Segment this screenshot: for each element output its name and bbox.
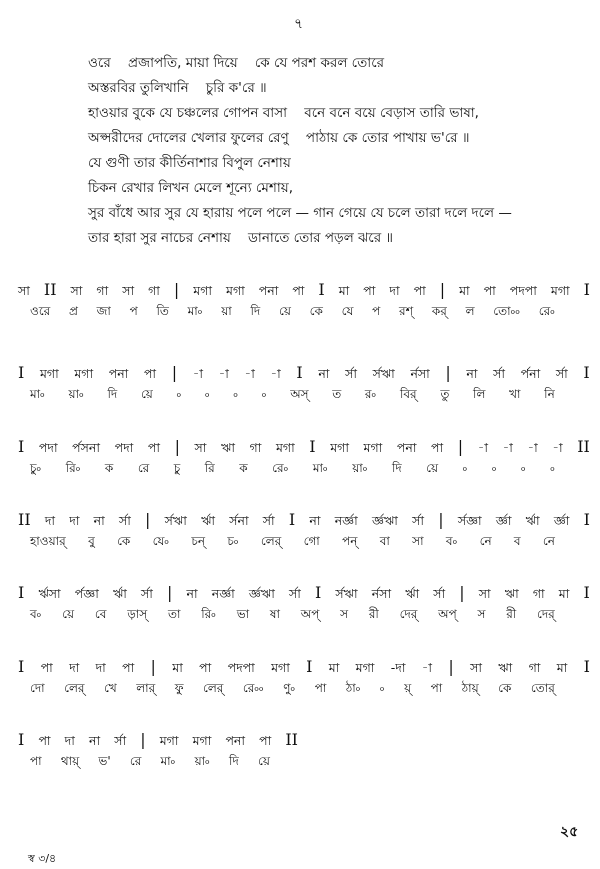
song-line: সুর বাঁধে আর সুর যে হারায় পলে পলে — গান গেয়ে যে চলে তারা দলে দলে — — [88, 205, 512, 221]
swara-line — [18, 280, 590, 303]
lyric-syllable: স — [477, 607, 486, 621]
lyric-syllable: লার্ — [136, 681, 156, 695]
swara-note: মগা — [39, 366, 59, 381]
song-line: অপ্সরীদের দোলের খেলার ফুলের রেণু পাঠায় কে তোর পাখায় ভ'রে ॥ — [88, 130, 470, 146]
lyric-syllable: রে৹৹ — [242, 681, 264, 695]
song-line: হাওয়ার বুকে যে চঞ্চলের গোপন বাসা বনে বনে বয়ে বেড়াস তারি ভাষা, — [88, 105, 479, 121]
swara-note: র্সা — [412, 513, 425, 528]
swara-line — [18, 657, 590, 680]
lyric-syllable: দি — [107, 387, 118, 401]
lyric-syllable: প — [372, 304, 381, 318]
lyric-syllable: রে৹ — [538, 304, 555, 318]
song-line: ওরে প্রজাপতি, মায়া দিয়ে কে যে পরশ করল তোরে — [88, 55, 385, 71]
lyric-syllable: চন্ — [191, 534, 206, 548]
swara-note: মা — [459, 283, 470, 298]
lyric-syllable: নি — [544, 387, 555, 401]
swara-note: র্সঋা — [164, 513, 187, 528]
swara-note: পা — [40, 660, 53, 675]
lyric-syllable: লের্ — [260, 534, 282, 548]
swara-note: গা — [249, 440, 262, 455]
lyric-syllable: ণু৹ — [283, 681, 296, 695]
bar-line: | — [145, 510, 151, 529]
lyric-syllable: লি — [473, 387, 486, 401]
bar-line: | — [438, 510, 444, 529]
lyric-syllable: ব — [513, 534, 521, 548]
bar-line: I — [18, 583, 25, 602]
swara-note: গা — [96, 283, 109, 298]
lyric-syllable: মা৹ — [30, 387, 45, 401]
swara-note: -া — [192, 366, 203, 381]
swara-note: ঋা — [221, 440, 235, 455]
swara-note: র্সা — [114, 733, 127, 748]
swara-note: মগা — [226, 283, 245, 298]
swara-note: র্জ্ঞঋা — [371, 513, 398, 528]
swara-note: পনা — [396, 440, 417, 455]
swara-note: মা — [558, 586, 570, 601]
swara-note: র্সঋা — [335, 586, 358, 601]
swara-note: পা — [292, 283, 305, 298]
swara-note: -া — [421, 660, 433, 675]
swara-note: মগা — [271, 660, 290, 675]
lyric-syllable: চু৹ — [30, 461, 42, 475]
lyric-syllable: দি — [391, 461, 402, 475]
swara-note: সা — [470, 660, 482, 675]
swara-note: না — [88, 733, 101, 748]
swara-note: পা — [143, 366, 157, 381]
swara-note: সা — [478, 586, 491, 601]
swara-note: র্সজ্ঞা — [457, 513, 482, 528]
lyric-syllable: য়ে — [258, 754, 270, 768]
bar-line: I — [18, 437, 25, 456]
bar-line: I — [18, 657, 25, 676]
bar-line: II — [577, 437, 590, 456]
lyric-syllable: য়া — [221, 304, 232, 318]
swara-note: র্সা — [118, 513, 131, 528]
swara-note: র্জ্ঞা — [553, 513, 570, 528]
lyric-syllable: ৹ — [462, 461, 468, 475]
bar-line: II — [18, 510, 31, 529]
swara-note: র্জ্ঞঋা — [248, 586, 275, 601]
swara-note: র্সা — [262, 513, 275, 528]
lyric-syllable: য়ে — [62, 607, 75, 621]
swara-note: পদপা — [227, 660, 255, 675]
bar-line: | — [445, 363, 451, 382]
swara-note: দা — [69, 660, 80, 675]
swara-note: পা — [38, 733, 51, 748]
lyric-syllable: বির্ — [399, 387, 417, 401]
lyric-syllable: অপ্ — [438, 607, 457, 621]
bar-line: I — [583, 657, 590, 676]
swara-note: -া — [502, 440, 513, 455]
bar-line: I — [306, 657, 313, 676]
swara-note: পা — [122, 660, 135, 675]
bar-line: | — [457, 437, 464, 456]
lyric-syllable: যে৹ — [152, 534, 170, 548]
swara-note: পা — [363, 283, 376, 298]
bar-line: I — [583, 363, 590, 382]
swara-note: মগা — [159, 733, 179, 748]
lyric-syllable: রি৹ — [65, 461, 81, 475]
swara-note: পদপা — [509, 283, 537, 298]
lyric-syllable: মা৹ — [160, 754, 176, 768]
lyric-syllable: ভ' — [98, 754, 111, 768]
bar-line: I — [18, 730, 25, 749]
swara-note: র্ঋা — [405, 586, 420, 601]
lyric-syllable: ল — [465, 304, 475, 318]
swara-note: না — [186, 586, 198, 601]
swara-note: র্সনা — [229, 513, 249, 528]
swara-note: র্সা — [288, 586, 301, 601]
song-line: তার হারা সুর নাচের নেশায় ডানাতে তোর পড়ল ঝরে ॥ — [88, 230, 394, 246]
bar-line: I — [583, 583, 590, 602]
lyric-syllable: ড়াস্ — [127, 607, 148, 621]
lyric-syllable-line — [30, 460, 555, 480]
song-line: যে গুণী তার কীর্তিনাশার বিপুল নেশায় — [88, 155, 291, 171]
swara-note: সা — [18, 283, 30, 298]
swara-note: নর্জ্ঞা — [211, 586, 235, 601]
lyric-syllable: বু — [88, 534, 95, 548]
swara-note: র্নসা — [410, 366, 430, 381]
swara-note: দা — [389, 283, 400, 298]
swara-note: পদা — [114, 440, 134, 455]
lyric-syllable-line — [30, 680, 555, 700]
lyric-syllable: ভা — [236, 607, 250, 621]
swara-line — [18, 510, 590, 533]
lyric-syllable-line — [30, 533, 555, 553]
swara-note: পনা — [225, 733, 246, 748]
swara-note: মা — [556, 660, 568, 675]
lyric-syllable: চ৹ — [227, 534, 239, 548]
bar-line: I — [309, 437, 316, 456]
swara-note: গা — [532, 586, 545, 601]
lyric-syllable: পন্ — [342, 534, 358, 548]
swara-note: মগা — [550, 283, 570, 298]
lyric-syllable: ষা — [269, 607, 281, 621]
swara-note: মগা — [74, 366, 94, 381]
swara-note: না — [466, 366, 478, 381]
lyric-syllable: পা — [314, 681, 327, 695]
lyric-syllable: স — [340, 607, 349, 621]
lyric-syllable: গো — [303, 534, 320, 548]
swara-note: র্ঋা — [525, 513, 540, 528]
lyric-syllable: জা — [96, 304, 111, 318]
lyric-syllable: ওরে — [30, 304, 51, 318]
lyric-syllable: ঠা৹ — [345, 681, 361, 695]
lyric-syllable: ৹ — [491, 461, 497, 475]
bar-line: I — [583, 510, 590, 529]
swara-note: দা — [64, 733, 75, 748]
lyric-syllable: কে — [498, 681, 512, 695]
lyric-syllable: কে — [309, 304, 323, 318]
swara-note: র্ঋা — [112, 586, 127, 601]
lyric-syllable: রী — [368, 607, 379, 621]
swara-line — [18, 437, 590, 460]
swara-note: পা — [483, 283, 496, 298]
swara-note: র্সা — [345, 366, 357, 381]
swara-note: নর্জ্ঞা — [334, 513, 358, 528]
lyric-syllable: রশ্ — [399, 304, 414, 318]
lyric-syllable: য়া৹ — [352, 461, 368, 475]
page-number: ২৫ — [560, 824, 579, 840]
swara-note: র্পজ্ঞা — [74, 586, 99, 601]
swara-note: সা — [194, 440, 207, 455]
swara-note: না — [309, 513, 321, 528]
swara-note: দা — [95, 660, 106, 675]
lyric-syllable: য়া৹ — [68, 387, 84, 401]
lyric-syllable-line — [30, 303, 555, 323]
lyric-syllable: য়ে — [426, 461, 439, 475]
swara-line — [18, 730, 298, 753]
swara-note: গা — [528, 660, 541, 675]
bar-line: I — [18, 363, 25, 382]
lyric-syllable-line — [30, 386, 555, 406]
lyric-syllable: রি৹ — [201, 607, 216, 621]
lyric-syllable: যে — [341, 304, 354, 318]
bar-line: | — [174, 437, 180, 456]
lyric-syllable: বে — [94, 607, 107, 621]
lyric-syllable: দের্ — [537, 607, 555, 621]
bar-line: II — [43, 280, 57, 299]
lyric-syllable: তু — [440, 387, 450, 401]
swara-note: -া — [527, 440, 538, 455]
lyric-syllable: তি — [156, 304, 169, 318]
lyric-syllable: প — [129, 304, 138, 318]
lyric-syllable: প্র — [68, 304, 78, 318]
swara-note: দা — [69, 513, 80, 528]
swara-note: র্সা — [433, 586, 446, 601]
lyric-syllable: থায়্ — [60, 754, 80, 768]
swara-note: দা — [44, 513, 56, 528]
swara-note: পা — [413, 283, 426, 298]
lyric-syllable: পা — [30, 754, 42, 768]
lyric-syllable: অপ্ — [300, 607, 320, 621]
swara-note: র্পসনা — [72, 440, 101, 455]
swara-note: র্ঋসা — [38, 586, 61, 601]
lyric-syllable: অস্ — [290, 387, 309, 401]
swara-note: র্সঋা — [372, 366, 395, 381]
lyric-syllable-line — [30, 606, 555, 626]
swara-note: মা — [172, 660, 183, 675]
lyric-syllable: বা — [379, 534, 390, 548]
swara-note: মগা — [363, 440, 383, 455]
lyric-syllable: রে — [129, 754, 142, 768]
bar-line: I — [318, 280, 325, 299]
lyric-syllable: নে — [479, 534, 492, 548]
lyric-syllable: খে — [104, 681, 117, 695]
lyric-syllable: দি — [229, 754, 239, 768]
swara-note: ঋা — [498, 660, 513, 675]
lyric-syllable: ক — [239, 461, 248, 475]
lyric-syllable: ৹ — [176, 387, 182, 401]
bar-line: | — [448, 657, 454, 676]
bar-line: | — [150, 657, 156, 676]
swara-line — [18, 583, 590, 606]
bar-line: | — [167, 583, 173, 602]
lyric-syllable-line — [30, 753, 270, 773]
lyric-syllable: মা৹ — [187, 304, 203, 318]
lyric-syllable: ত — [332, 387, 342, 401]
lyric-syllable: ব৹ — [445, 534, 458, 548]
swara-note: র্নসা — [371, 586, 392, 601]
song-line: চিকন রেখার লিখন মেলে শূন্যে মেশায়, — [88, 180, 294, 196]
lyric-syllable: রে — [137, 461, 150, 475]
lyric-syllable: দো — [30, 681, 45, 695]
swara-note: র্পনা — [520, 366, 541, 381]
swara-note: র্সা — [141, 586, 153, 601]
swara-note: পনা — [108, 366, 129, 381]
lyric-syllable: লের্ — [64, 681, 85, 695]
bar-line: | — [439, 280, 446, 299]
lyric-syllable: তোর্ — [530, 681, 555, 695]
bar-line: I — [288, 510, 296, 529]
swara-note: র্জ্ঞা — [495, 513, 512, 528]
swara-note: মা — [338, 283, 350, 298]
swara-note: পা — [431, 440, 444, 455]
lyric-syllable: রি — [204, 461, 215, 475]
lyric-syllable: য়্ — [404, 681, 412, 695]
swara-note: সা — [122, 283, 135, 298]
bar-line: | — [173, 280, 180, 299]
lyric-syllable: তো৹৹ — [493, 304, 521, 318]
swara-note: মগা — [193, 283, 213, 298]
bar-line: I — [296, 363, 303, 382]
swara-note: না — [93, 513, 105, 528]
lyric-syllable: ৹ — [521, 461, 526, 475]
swara-note: পা — [147, 440, 160, 455]
swara-note: সা — [70, 283, 83, 298]
swara-note: র্ঋা — [201, 513, 216, 528]
swara-line — [18, 363, 590, 386]
swara-note: -া — [552, 440, 563, 455]
lyric-syllable: ৹ — [204, 387, 210, 401]
swara-note: -দা — [390, 660, 406, 675]
swara-note: মগা — [330, 440, 349, 455]
song-line: অস্তরবির তুলিখানি চুরি ক'রে ॥ — [88, 80, 267, 96]
swara-note: পদা — [38, 440, 58, 455]
bar-line: | — [459, 583, 465, 602]
lyric-syllable: ৹ — [379, 681, 385, 695]
lyric-syllable: সা — [412, 534, 424, 548]
lyric-syllable: মা৹ — [312, 461, 328, 475]
lyric-syllable: নে — [542, 534, 555, 548]
swara-note: মগা — [192, 733, 212, 748]
lyric-syllable: ৹ — [233, 387, 239, 401]
swara-note: র্সা — [555, 366, 568, 381]
bar-line: I — [583, 280, 590, 299]
lyric-syllable: দের্ — [399, 607, 418, 621]
swara-note: পা — [259, 733, 272, 748]
lyric-syllable: কর্ — [431, 304, 447, 318]
lyric-syllable: তা — [167, 607, 181, 621]
lyric-syllable: রী — [506, 607, 517, 621]
lyric-syllable: কে — [117, 534, 131, 548]
swara-note: না — [318, 366, 330, 381]
lyric-syllable: ৹ — [550, 461, 555, 475]
swara-note: -া — [477, 440, 489, 455]
lyric-syllable: রে৹ — [272, 461, 289, 475]
swara-note: -া — [244, 366, 255, 381]
lyric-syllable: য়ে — [140, 387, 153, 401]
lyric-syllable: খা — [509, 387, 521, 401]
swara-note: র্সা — [493, 366, 506, 381]
swara-note: মগা — [275, 440, 295, 455]
swara-note: -া — [218, 366, 229, 381]
lyric-syllable: ব৹ — [30, 607, 42, 621]
lyric-syllable: দি — [250, 304, 261, 318]
swara-note: -া — [270, 366, 281, 381]
page-header-number: ৭ — [294, 16, 304, 32]
swara-note: ঋা — [504, 586, 519, 601]
lyric-syllable: হাওয়ার্ — [30, 534, 66, 548]
swara-note: পা — [199, 660, 212, 675]
bar-line: II — [285, 730, 298, 749]
lyric-syllable: চু — [173, 461, 181, 475]
lyric-syllable: য়া৹ — [194, 754, 210, 768]
lyric-syllable: র৹ — [364, 387, 377, 401]
lyric-syllable: ফু — [174, 681, 184, 695]
swara-note: গা — [148, 283, 160, 298]
bar-line: | — [140, 730, 146, 749]
lyric-syllable: ঠায়্ — [461, 681, 479, 695]
bar-line: | — [171, 363, 178, 382]
swara-note: মা — [328, 660, 340, 675]
swara-note: মগা — [355, 660, 375, 675]
bar-line: I — [314, 583, 322, 602]
lyric-syllable: য়ে — [278, 304, 291, 318]
swara-note: পনা — [258, 283, 279, 298]
lyric-syllable: ক — [104, 461, 114, 475]
lyric-syllable: লের্ — [202, 681, 224, 695]
footer-note: স্ব ৩/৪ — [28, 852, 57, 865]
lyric-syllable: ৹ — [261, 387, 267, 401]
lyric-syllable: পা — [430, 681, 443, 695]
